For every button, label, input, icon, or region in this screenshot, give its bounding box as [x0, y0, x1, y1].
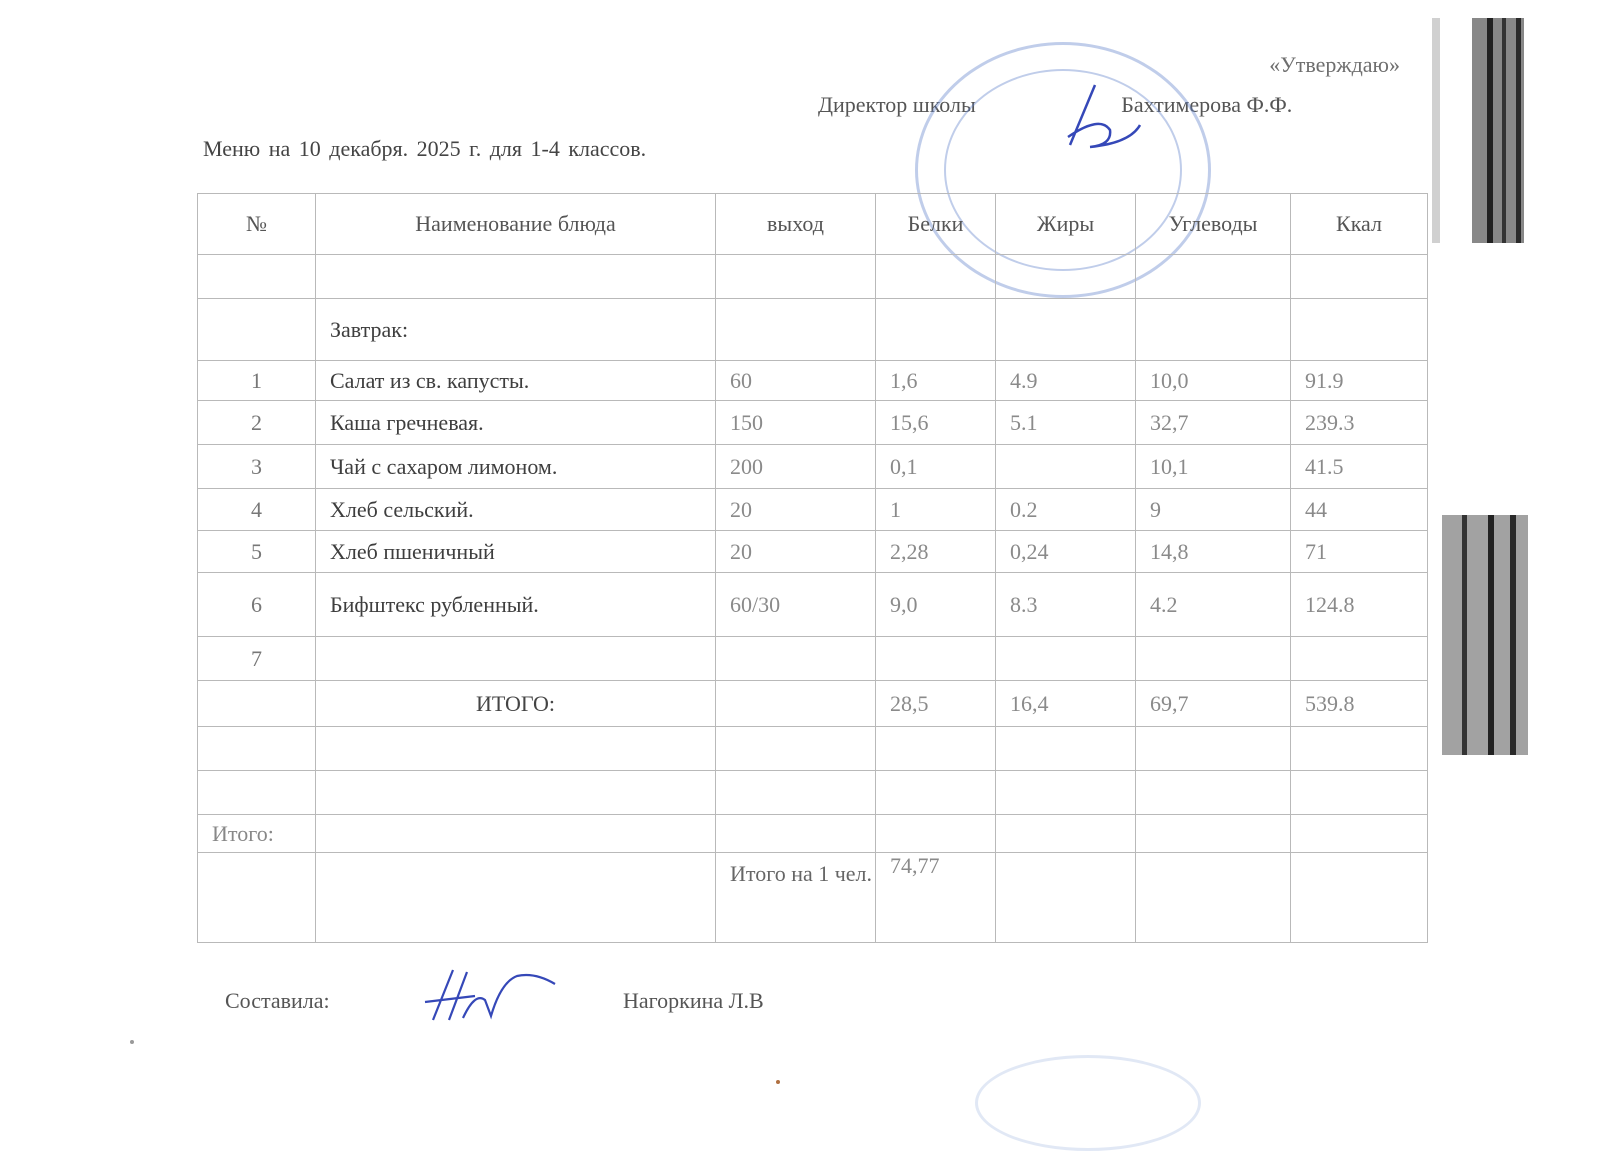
table-row	[198, 445, 1428, 489]
director-title: Директор школы	[818, 92, 976, 117]
table-row	[198, 637, 1428, 681]
row-number: 1	[198, 361, 316, 401]
col-header-carbs: Углеводы	[1136, 194, 1291, 255]
col-header-dish: Наименование блюда	[316, 194, 716, 255]
dish-output	[716, 637, 876, 681]
section-breakfast: Завтрак:	[316, 299, 716, 361]
compiler-signature	[405, 962, 565, 1028]
dish-name: Чай с сахаром лимоном.	[316, 445, 716, 489]
dish-protein: 2,28	[876, 531, 996, 573]
total-label: ИТОГО:	[316, 681, 716, 727]
dish-carbs: 14,8	[1136, 531, 1291, 573]
director-signature	[1040, 75, 1150, 165]
table-row	[198, 401, 1428, 445]
table-row	[198, 573, 1428, 637]
row-number: 2	[198, 401, 316, 445]
menu-table	[197, 193, 1428, 943]
dish-name: Хлеб пшеничный	[316, 531, 716, 573]
col-header-protein: Белки	[876, 194, 996, 255]
scan-speck	[776, 1080, 780, 1084]
dish-name: Каша гречневая.	[316, 401, 716, 445]
scan-edge-artifact-top	[1432, 18, 1528, 243]
dish-kcal: 71	[1291, 531, 1428, 573]
dish-kcal: 124.8	[1291, 573, 1428, 637]
dish-carbs	[1136, 637, 1291, 681]
dish-carbs: 4.2	[1136, 573, 1291, 637]
dish-carbs: 10,1	[1136, 445, 1291, 489]
row-number: 7	[198, 637, 316, 681]
dish-output: 60/30	[716, 573, 876, 637]
dish-name: Хлеб сельский.	[316, 489, 716, 531]
dish-kcal: 44	[1291, 489, 1428, 531]
dish-fat: 0,24	[996, 531, 1136, 573]
dish-fat	[996, 637, 1136, 681]
table-header-row	[198, 194, 1428, 255]
per-person-value: 74,77	[876, 853, 996, 943]
dish-carbs: 10,0	[1136, 361, 1291, 401]
per-person-row	[198, 853, 1428, 943]
dish-fat: 5.1	[996, 401, 1136, 445]
scan-speck	[130, 1040, 134, 1044]
dish-carbs: 32,7	[1136, 401, 1291, 445]
row-number: 3	[198, 445, 316, 489]
compiled-by-label: Составила:	[225, 988, 330, 1013]
dish-kcal: 41.5	[1291, 445, 1428, 489]
dish-name: Бифштекс рубленный.	[316, 573, 716, 637]
dish-protein: 1	[876, 489, 996, 531]
lower-seal-stamp	[975, 1055, 1201, 1151]
dish-kcal	[1291, 637, 1428, 681]
dish-protein	[876, 637, 996, 681]
dish-protein: 1,6	[876, 361, 996, 401]
dish-protein: 9,0	[876, 573, 996, 637]
itogo-row	[198, 815, 1428, 853]
compiler-name: Нагоркина Л.В	[623, 988, 764, 1013]
dish-name: Салат из св. капусты.	[316, 361, 716, 401]
table-row	[198, 361, 1428, 401]
total-kcal: 539.8	[1291, 681, 1428, 727]
empty-row	[198, 771, 1428, 815]
dish-output: 20	[716, 531, 876, 573]
approval-heading: «Утверждаю»	[1269, 52, 1400, 77]
itogo-label: Итого:	[198, 815, 316, 853]
dish-name	[316, 637, 716, 681]
empty-row	[198, 727, 1428, 771]
dish-kcal: 239.3	[1291, 401, 1428, 445]
row-number: 6	[198, 573, 316, 637]
dish-fat: 4.9	[996, 361, 1136, 401]
director-name: Бахтимерова Ф.Ф.	[1121, 92, 1293, 117]
dish-output: 200	[716, 445, 876, 489]
col-header-output: выход	[716, 194, 876, 255]
total-protein: 28,5	[876, 681, 996, 727]
col-header-number: №	[198, 194, 316, 255]
dish-fat: 8.3	[996, 573, 1136, 637]
per-person-label: Итого на 1 чел.	[716, 853, 876, 943]
empty-row	[198, 255, 1428, 299]
col-header-fat: Жиры	[996, 194, 1136, 255]
col-header-kcal: Ккал	[1291, 194, 1428, 255]
dish-rows	[198, 361, 1428, 681]
total-fat: 16,4	[996, 681, 1136, 727]
scan-edge-artifact-middle	[1432, 515, 1528, 755]
table-row	[198, 531, 1428, 573]
section-row	[198, 299, 1428, 361]
menu-title: Меню на 10 декабря. 2025 г. для 1-4 классов.	[203, 136, 647, 161]
dish-fat: 0.2	[996, 489, 1136, 531]
dish-protein: 15,6	[876, 401, 996, 445]
total-carbs: 69,7	[1136, 681, 1291, 727]
dish-protein: 0,1	[876, 445, 996, 489]
dish-carbs: 9	[1136, 489, 1291, 531]
dish-output: 60	[716, 361, 876, 401]
dish-fat	[996, 445, 1136, 489]
dish-kcal: 91.9	[1291, 361, 1428, 401]
row-number: 5	[198, 531, 316, 573]
total-row	[198, 681, 1428, 727]
table-row	[198, 489, 1428, 531]
row-number: 4	[198, 489, 316, 531]
dish-output: 20	[716, 489, 876, 531]
dish-output: 150	[716, 401, 876, 445]
